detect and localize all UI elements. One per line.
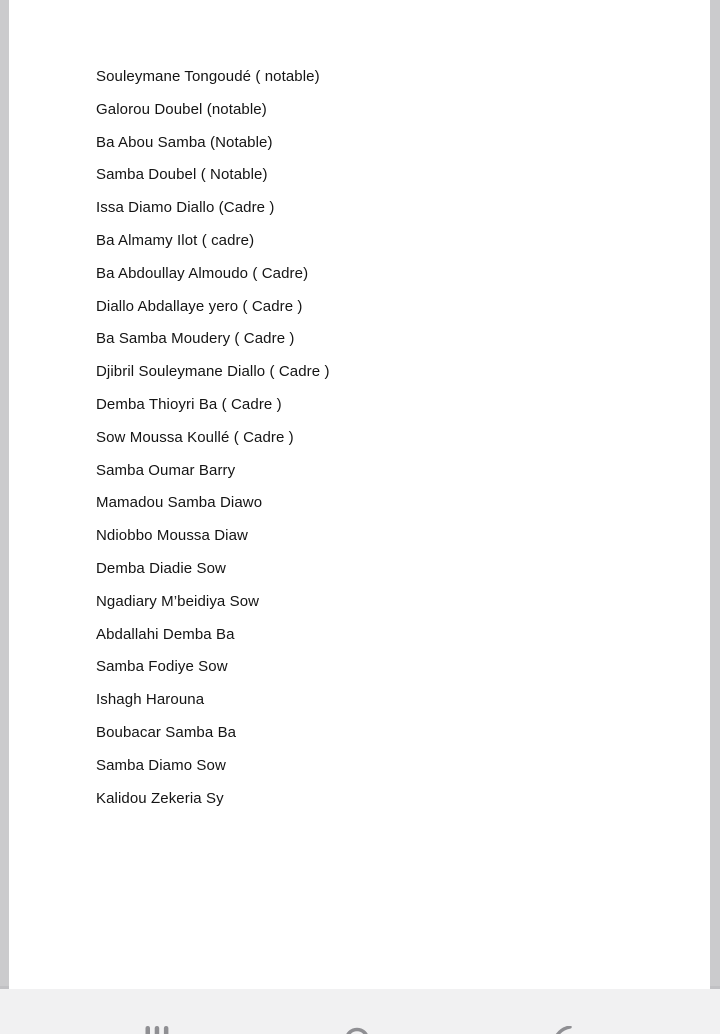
- share-icon[interactable]: [550, 1026, 572, 1034]
- name-list-item: Kalidou Zekeria Sy: [96, 789, 224, 807]
- name-list-item: Samba Fodiye Sow: [96, 658, 228, 676]
- name-list-item: Abdallahi Demba Ba: [96, 625, 235, 643]
- name-list-item: Diallo Abdallaye yero ( Cadre ): [96, 297, 303, 315]
- document-page[interactable]: [9, 0, 710, 989]
- name-list-item: Ngadiary M’beidiya Sow: [96, 592, 260, 610]
- columns-icon[interactable]: [144, 1026, 170, 1034]
- name-list-item: Ba Abdoullay Almoudo ( Cadre): [96, 264, 309, 282]
- name-list-item: Ba Samba Moudery ( Cadre ): [96, 330, 295, 348]
- name-list-item: Samba Doubel ( Notable): [96, 166, 268, 184]
- name-list-item: Ba Almamy Ilot ( cadre): [96, 231, 255, 249]
- name-list-item: Ndiobbo Moussa Diaw: [96, 527, 248, 545]
- name-list-item: Djibril Souleymane Diallo ( Cadre ): [96, 363, 330, 381]
- name-list-item: Issa Diamo Diallo (Cadre ): [96, 199, 275, 217]
- name-list-item: Ba Abou Samba (Notable): [96, 133, 273, 151]
- name-list-item: Demba Thioyri Ba ( Cadre ): [96, 395, 282, 413]
- name-list-item: Samba Diamo Sow: [96, 756, 226, 774]
- name-list-item: Mamadou Samba Diawo: [96, 494, 263, 512]
- bottom-toolbar: [0, 992, 720, 1034]
- name-list-item: Boubacar Samba Ba: [96, 723, 237, 741]
- name-list-item: Galorou Doubel (notable): [96, 100, 267, 118]
- name-list-item: Samba Oumar Barry: [96, 461, 236, 479]
- name-list-item: Demba Diadie Sow: [96, 559, 226, 577]
- name-list-item: Ishagh Harouna: [96, 691, 205, 709]
- name-list: [9, 0, 710, 815]
- circle-icon[interactable]: [344, 1026, 370, 1034]
- name-list-item: Sow Moussa Koullé ( Cadre ): [96, 428, 294, 446]
- name-list-item: Souleymane Tongoudé ( notable): [96, 68, 320, 85]
